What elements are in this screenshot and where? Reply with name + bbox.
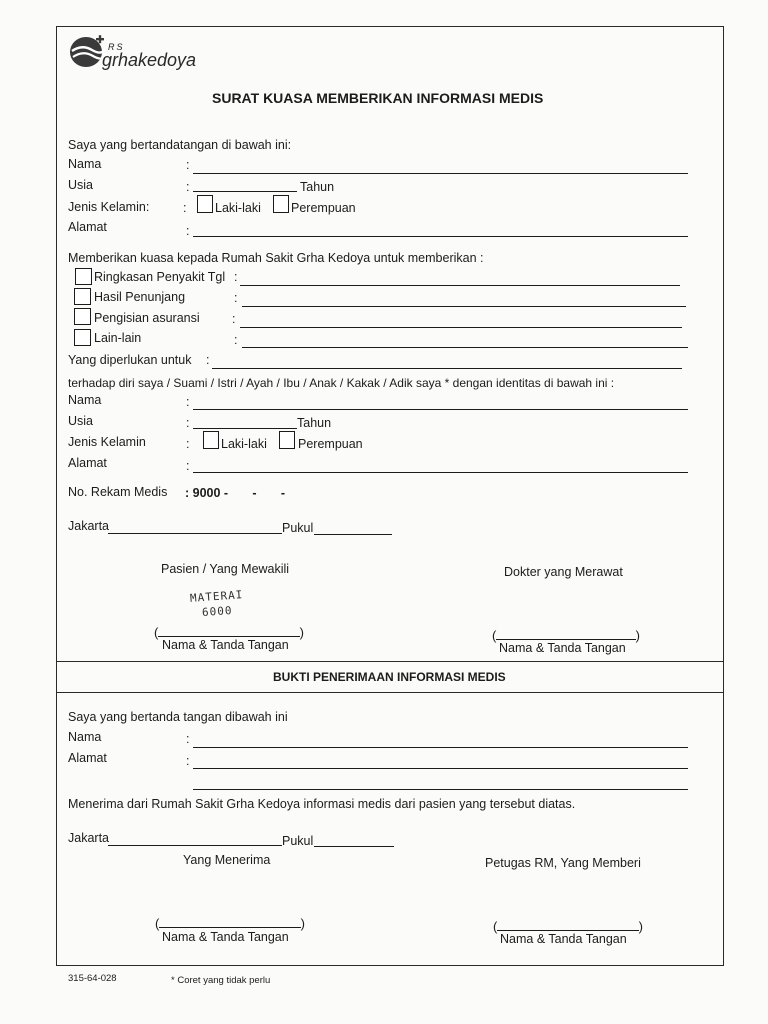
right-signer-role: Petugas RM, Yang Memberi [485, 856, 641, 870]
document-title: SURAT KUASA MEMBERIKAN INFORMASI MEDIS [212, 90, 544, 106]
receipt-intro: Saya yang bertanda tangan dibawah ini [68, 710, 288, 724]
perempuan-label: Perempuan [298, 437, 363, 451]
option-field[interactable] [240, 327, 682, 328]
section-divider [57, 661, 723, 662]
tahun-label: Tahun [300, 180, 335, 194]
left-signer-role: Yang Menerima [183, 853, 271, 867]
purpose-label: Yang diperlukan untuk [68, 353, 192, 367]
alamat-label: Alamat [68, 456, 107, 470]
rekam-medis-label: No. Rekam Medis [68, 485, 168, 499]
city-label: Jakarta [68, 519, 109, 533]
colon: : [186, 180, 190, 194]
colon: : [186, 732, 190, 746]
signature-field[interactable] [497, 918, 639, 931]
purpose-field[interactable] [212, 368, 682, 369]
signature-field[interactable] [158, 624, 300, 637]
colon: : [186, 395, 190, 409]
laki-laki-checkbox[interactable] [197, 195, 213, 213]
tahun-label: Tahun [297, 416, 332, 430]
colon: : [234, 333, 238, 347]
alamat-label: Alamat [68, 220, 107, 234]
nama-field[interactable] [193, 409, 688, 410]
option-label: Lain-lain [94, 331, 142, 345]
pukul-label: Pukul [282, 521, 314, 535]
rekam-medis-value: : 9000 - - - [185, 486, 286, 500]
receipt-title: BUKTI PENERIMAAN INFORMASI MEDIS [273, 670, 506, 684]
option-checkbox[interactable] [74, 329, 91, 346]
colon: : [186, 437, 190, 451]
receipt-statement: Menerima dari Rumah Sakit Grha Kedoya informasi medis dari pasien yang tersebut diatas. [68, 797, 576, 811]
materai-handwriting: MATERAI [189, 588, 244, 605]
name-sign-label: Nama & Tanda Tangan [499, 641, 626, 655]
pukul-field[interactable] [314, 846, 394, 847]
colon: : [186, 416, 190, 430]
alamat-field[interactable] [193, 236, 688, 237]
section-divider [57, 692, 723, 693]
signature-field[interactable] [159, 915, 301, 928]
option-checkbox[interactable] [74, 288, 91, 305]
option-checkbox[interactable] [74, 308, 91, 325]
intro-text: Saya yang bertandatangan di bawah ini: [68, 138, 292, 152]
nama-field[interactable] [193, 173, 688, 174]
jenis-kelamin-label: Jenis Kelamin [68, 435, 146, 449]
alamat-label: Alamat [68, 751, 107, 765]
alamat-field[interactable] [193, 472, 688, 473]
perempuan-label: Perempuan [291, 201, 356, 215]
jenis-kelamin-label: Jenis Kelamin: [68, 200, 150, 214]
option-label: Ringkasan Penyakit Tgl [94, 270, 226, 284]
left-signer-role: Pasien / Yang Mewakili [161, 562, 290, 576]
logo-rs: RS [108, 42, 125, 52]
right-signer-role: Dokter yang Merawat [504, 565, 623, 579]
alamat-field-line2[interactable] [193, 789, 688, 790]
colon: : [206, 353, 210, 367]
colon: : [234, 270, 238, 284]
laki-laki-label: Laki-laki [221, 437, 267, 451]
perempuan-checkbox[interactable] [273, 195, 289, 213]
colon: : [186, 158, 190, 172]
colon: : [186, 224, 190, 238]
logo-name: grhakedoya [102, 50, 197, 70]
nama-field[interactable] [193, 747, 688, 748]
nama-label: Nama [68, 157, 102, 171]
colon: : [232, 312, 236, 326]
materai-handwriting: 6000 [201, 603, 233, 620]
footnote: * Coret yang tidak perlu [171, 975, 271, 986]
option-field[interactable] [242, 347, 688, 348]
usia-label: Usia [68, 414, 94, 428]
name-sign-label: Nama & Tanda Tangan [500, 932, 627, 946]
nama-label: Nama [68, 730, 102, 744]
city-label: Jakarta [68, 831, 109, 845]
laki-laki-label: Laki-laki [215, 201, 261, 215]
colon: : [234, 291, 238, 305]
nama-label: Nama [68, 393, 102, 407]
pukul-field[interactable] [314, 534, 392, 535]
option-field[interactable] [242, 306, 686, 307]
option-field[interactable] [240, 285, 680, 286]
relation-text: terhadap diri saya / Suami / Istri / Ayah / Ibu / Anak / Kakak / Adik saya * dengan identitas di bawah ini : [68, 376, 615, 390]
colon: : [186, 459, 190, 473]
alamat-field[interactable] [193, 768, 688, 769]
signature-field[interactable] [496, 627, 636, 640]
usia-label: Usia [68, 178, 94, 192]
colon: : [186, 754, 190, 768]
laki-laki-checkbox[interactable] [203, 431, 219, 449]
date-field[interactable] [108, 533, 282, 534]
option-label: Hasil Penunjang [94, 290, 186, 304]
pukul-label: Pukul [282, 834, 314, 848]
name-sign-label: Nama & Tanda Tangan [162, 930, 289, 944]
authorization-intro: Memberikan kuasa kepada Rumah Sakit Grha Kedoya untuk memberikan : [68, 251, 484, 265]
perempuan-checkbox[interactable] [279, 431, 295, 449]
usia-field[interactable] [193, 428, 297, 429]
usia-field[interactable] [193, 191, 297, 192]
option-checkbox[interactable] [75, 268, 92, 285]
option-label: Pengisian asuransi [94, 311, 200, 325]
colon: : [183, 201, 187, 215]
name-sign-label: Nama & Tanda Tangan [162, 638, 289, 652]
date-field[interactable] [108, 845, 282, 846]
hospital-logo [68, 34, 218, 74]
form-code: 315-64-028 [68, 973, 117, 984]
